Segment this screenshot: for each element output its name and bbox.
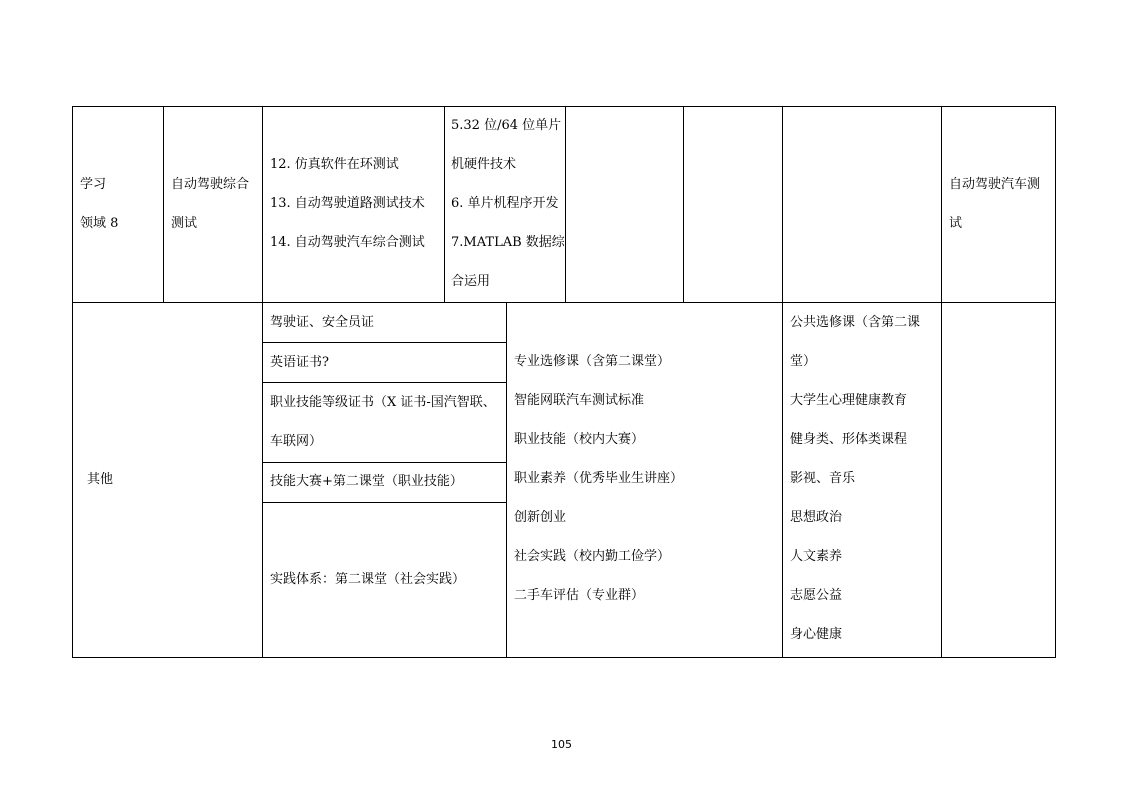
page-number: 105 [551,738,572,751]
cert-item: 技能大赛+第二课堂（职业技能） [270,474,463,489]
public-electives: 公共选修课（含第二课 堂） 大学生心理健康教育 健身类、形体类课程 影视、音乐 思想政治 人文素养 志愿公益 身心健康 [790,315,921,642]
learning-area-label: 学习 领域 8 [80,177,119,231]
column-divider [506,302,507,658]
column-divider [683,106,684,303]
column-divider [782,106,783,658]
cert-item: 驾驶证、安全员证 [270,315,375,330]
cert-divider [262,502,506,503]
column-divider [444,106,445,303]
table-border-left [72,106,73,658]
column-divider [941,106,942,658]
table-border-right [1055,106,1056,658]
cert-item: 职业技能等级证书（X 证书-国汽智联、 车联网） [270,395,496,449]
core-courses: 12. 仿真软件在环测试 13. 自动驾驶道路测试技术 14. 自动驾驶汽车综合测试 [270,157,425,250]
professional-electives: 专业选修课（含第二课堂） 智能网联汽车测试标准 职业技能（校内大赛） 职业素养（优秀毕业生讲座） 创新创业 社会实践（校内勤工俭学） 二手车评估（专业群） [514,354,684,603]
course-name: 自动驾驶综合 测试 [171,177,250,231]
other-label: 其他 [87,472,114,487]
column-divider [262,106,263,658]
supporting-courses: 5.32 位/64 位单片 机硬件技术 6. 单片机程序开发 7.MATLAB 数据综 合运用 [451,118,565,289]
direction-label: 自动驾驶汽车测 试 [949,177,1041,231]
cert-item: 英语证书? [270,355,329,370]
column-divider [163,106,164,303]
table-border-bottom [72,657,1056,658]
cert-item: 实践体系：第二课堂（社会实践） [270,572,466,587]
column-divider [565,106,566,303]
